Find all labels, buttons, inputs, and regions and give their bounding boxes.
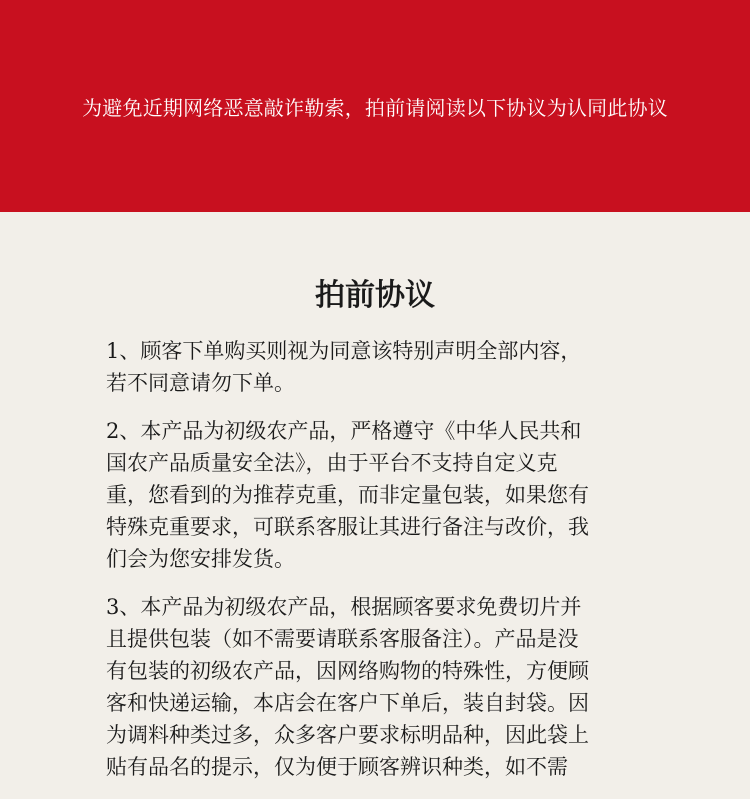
agreement-section <box>0 212 750 779</box>
clause-line: 客和快递运输，本店会在客户下单后，装自封袋。因 <box>106 691 589 715</box>
clause-line: 1、顾客下单购买则视为同意该特别声明全部内容， <box>106 339 582 363</box>
agreement-clause-3 <box>106 591 651 783</box>
clause-line: 2、本产品为初级农产品，严格遵守《中华人民共和 <box>106 419 582 443</box>
agreement-title: 拍前协议 <box>315 278 435 313</box>
clause-line: 重，您看到的为推荐克重，而非定量包装，如果您有 <box>106 483 589 507</box>
clause-line: 若不同意请勿下单。 <box>106 371 295 395</box>
clause-line: 3、本产品为初级农产品，根据顾客要求免费切片并 <box>106 595 582 619</box>
agreement-body <box>106 335 651 799</box>
clause-line: 有包装的初级农产品，因网络购物的特殊性，方便顾 <box>106 659 589 683</box>
clause-line: 为调料种类过多，众多客户要求标明品种，因此袋上 <box>106 723 589 747</box>
clause-line: 特殊克重要求，可联系客服让其进行备注与改价，我 <box>106 515 589 539</box>
clause-line: 贴有品名的提示，仅为便于顾客辨识种类，如不需 <box>106 755 568 779</box>
clause-line: 国农产品质量安全法》，由于平台不支持自定义克 <box>106 451 558 475</box>
agreement-clause-2 <box>106 415 651 575</box>
agreement-clause-1 <box>106 335 651 399</box>
banner-notice-text: 为避免近期网络恶意敲诈勒索，拍前请阅读以下协议为认同此协议 <box>82 96 668 120</box>
clause-line: 们会为您安排发货。 <box>106 547 295 571</box>
header-banner <box>0 0 750 212</box>
clause-line: 且提供包装（如不需要请联系客服备注）。产品是没 <box>106 627 579 651</box>
